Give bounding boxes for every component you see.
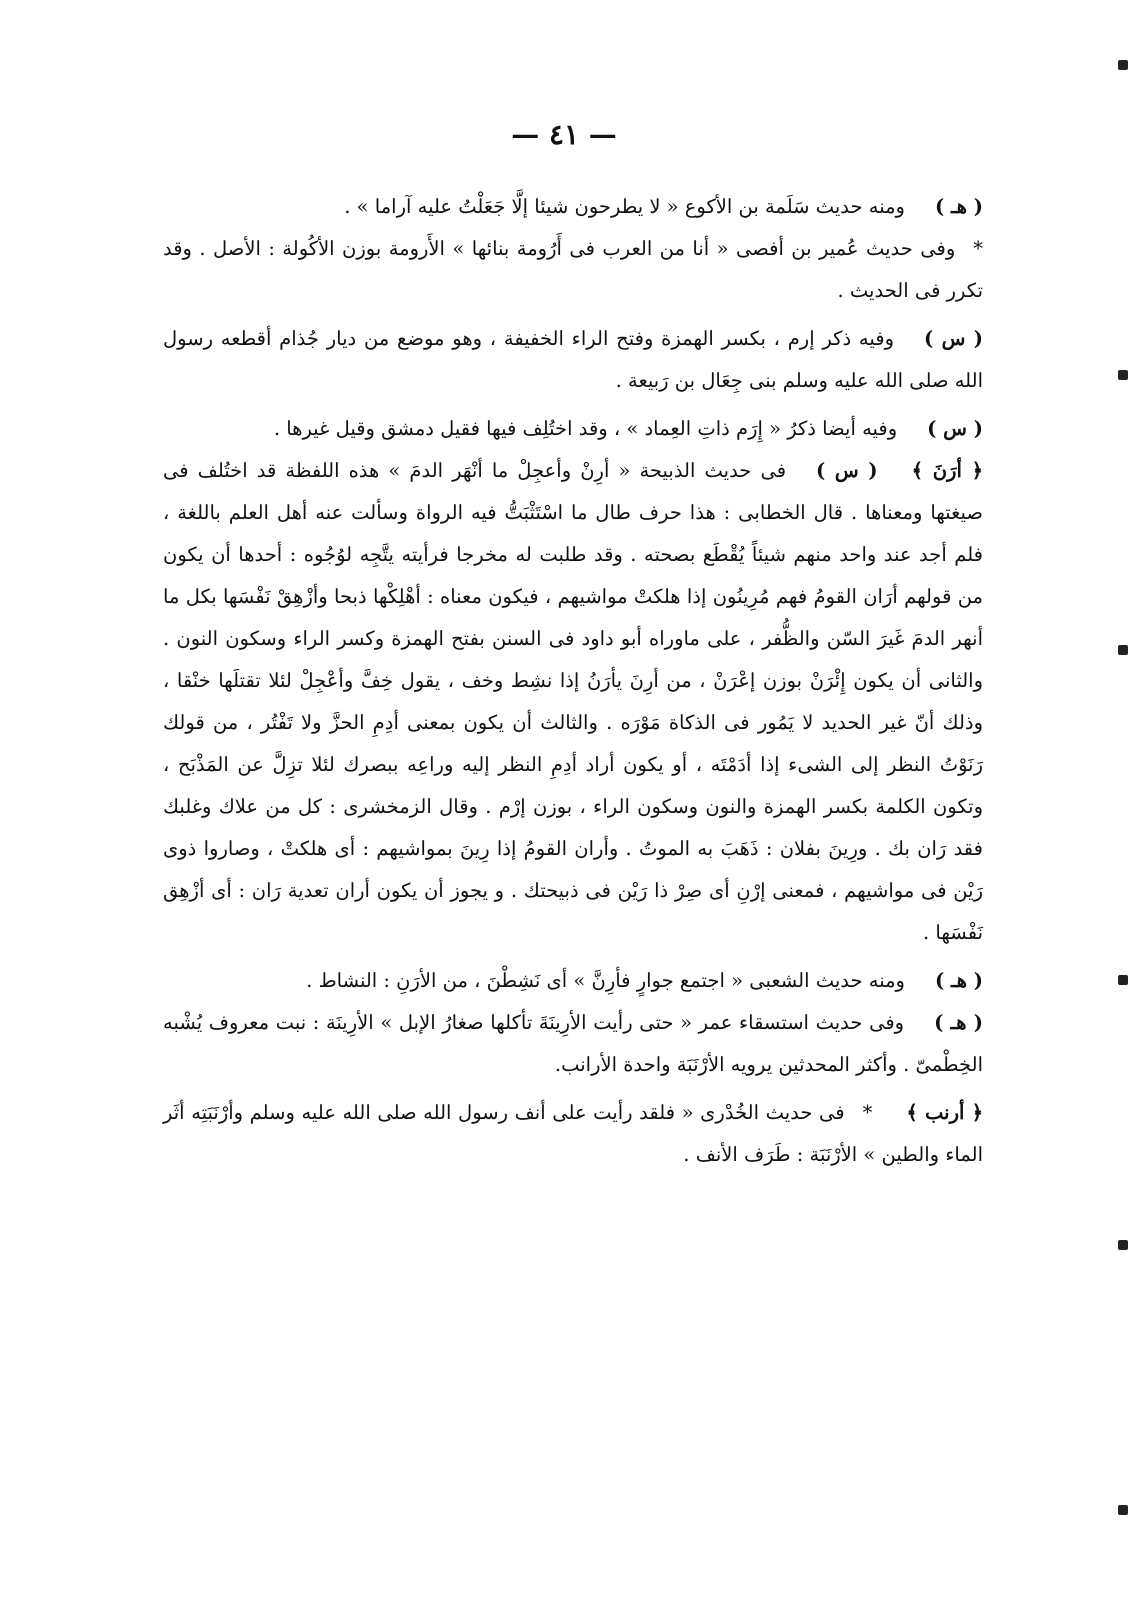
paragraph-text: وفى حديث استسقاء عمر « حتى رأيت الأرِينَةَ تأكلها صغارُ الإبل » الأرِينَة : نبت معروف يُشْبه الخِطْمىّ . وأكثر المحدثين يرويه الأرْنَبَة واحدة الأرانب. xyxy=(163,1011,983,1076)
page-body xyxy=(163,186,983,1176)
paragraph-8 xyxy=(163,1092,983,1176)
entry-headword: ﴿ أرَنَ ﴾ xyxy=(911,459,983,482)
paragraph-5 xyxy=(163,450,983,954)
source-marker: ( س ) xyxy=(927,417,983,440)
page-number: — ٤١ — xyxy=(511,118,617,151)
scan-edge-mark xyxy=(1118,60,1128,70)
paragraph-text: ومنه حديث الشعبى « اجتمع جوارٍ فأرِنَّ » أى نَشِطْنَ ، من الأرَنِ : النشاط . xyxy=(306,969,905,992)
scan-edge-mark xyxy=(1118,975,1128,985)
paragraph-6 xyxy=(163,960,983,1002)
star-marker: * xyxy=(862,1101,873,1124)
star-marker: * xyxy=(973,237,983,260)
paragraph-7 xyxy=(163,1002,983,1086)
paragraph-text: وفيه ذكر إرم ، بكسر الهمزة وفتح الراء الخفيفة ، وهو موضع من ديار جُذام أقطعه رسول الله صلى الله عليه وسلم بنى جِعَال بن رَبيعة . xyxy=(163,327,983,392)
source-marker: ( هـ ) xyxy=(934,195,983,218)
paragraph-4 xyxy=(163,408,983,450)
scan-edge-mark xyxy=(1118,1505,1128,1515)
paragraph-text: ومنه حديث سَلَمة بن الأكوع « لا يطرحون شيئا إلَّا جَعَلْتُ عليه آراما » . xyxy=(344,195,905,218)
paragraph-3 xyxy=(163,318,983,402)
paragraph-text: وفيه أيضا ذكرُ « إِرَم ذاتِ العِماد » ، وقد اختُلِف فيها فقيل دمشق وقيل غيرها . xyxy=(273,417,898,440)
paragraph-text: وفى حديث عُمير بن أفصى « أنا من العرب فى أَرُومة بنائها » الأَرومة بوزن الأكُولة : الأصل . وقد تكرر فى الحديث . xyxy=(163,237,983,302)
scan-edge-mark xyxy=(1118,645,1128,655)
scan-edge-mark xyxy=(1118,1240,1128,1250)
source-marker: ( هـ ) xyxy=(934,1011,983,1034)
entry-headword: ﴿ أرنب ﴾ xyxy=(906,1101,984,1124)
scan-edge-mark xyxy=(1118,370,1128,380)
source-marker: ( هـ ) xyxy=(934,969,983,992)
paragraph-text: فى حديث الخُدْرى « فلقد رأيت على أنف رسول الله صلى الله عليه وسلم وأرْنَبَتِه أثَر الماء والطين » الأرْنَبَة : طَرَف الأنف . xyxy=(163,1101,983,1166)
source-marker: ( س ) xyxy=(816,459,878,482)
source-marker: ( س ) xyxy=(924,327,983,350)
paragraph-2 xyxy=(163,228,983,312)
paragraph-1 xyxy=(163,186,983,228)
paragraph-text: فى حديث الذبيحة « أرِنْ وأعجِلْ ما أنْهَر الدمَ » هذه اللفظة قد اختُلف فى صيغتها ومعناها . قال الخطابى : هذا حرف طال ما اسْتَثْبَتُّ فيه الرواة وسألت عنه أهل العلم باللغة ، فلم أجد عند واحد منهم شيئاً يُقْطَع بصحته . وقد طلبت له مخرجا فرأيته يتَّجِه لوُجُوه : أحدها أن يكون من قولهم أرَان القومُ فهم مُرِينُون إذا هلكتْ مواشيهم ، فيكون معناه : أهْلِكْها ذبحا وأزْهِقْ نَفْسَها بكل ما أنهر الدمَ غَيرَ السّن والظُّفر ، على ماوراه أبو داود فى السنن بفتح الهمزة وكسر الراء وسكون النون . والثانى أن يكون إِئْرَنْ بوزن إعْرَنْ ، من أرِنَ يأرَنُ إذا نشِط وخف ، يقول خِفَّ وأعْجِلْ لئلا تقتلَها خنْقا ، وذلك أنّ غير الحديد لا يَمُور فى الذكاة مَوْرَه . والثالث أن يكون بمعنى أدِمِ الحزَّ ولا تَفْتُر ، من قولك رَنَوْتُ النظر إلى الشىء إذا أدَمْتَه ، أو يكون أراد أدِمِ النظر إليه وراعِه ببصرك لئلا تزِلَّ عن المَذْبَح ، وتكون الكلمة بكسر الهمزة والنون وسكون الراء ، بوزن إرْم . وقال الزمخشرى : كل من علاك وغلبك فقد رَان بك . ورِينَ بفلان : ذَهَبَ به الموتُ . وأران القومُ إذا رِينَ بمواشيهم : أى هلكتْ ، وصاروا ذوى رَيْن فى مواشيهم ، فمعنى إرْنِ أى صِرْ ذا رَيْن فى ذبيحتك . و يجوز أن يكون أران تعدية رَان : أى أزْهِق نَفْسَها . xyxy=(163,459,983,944)
